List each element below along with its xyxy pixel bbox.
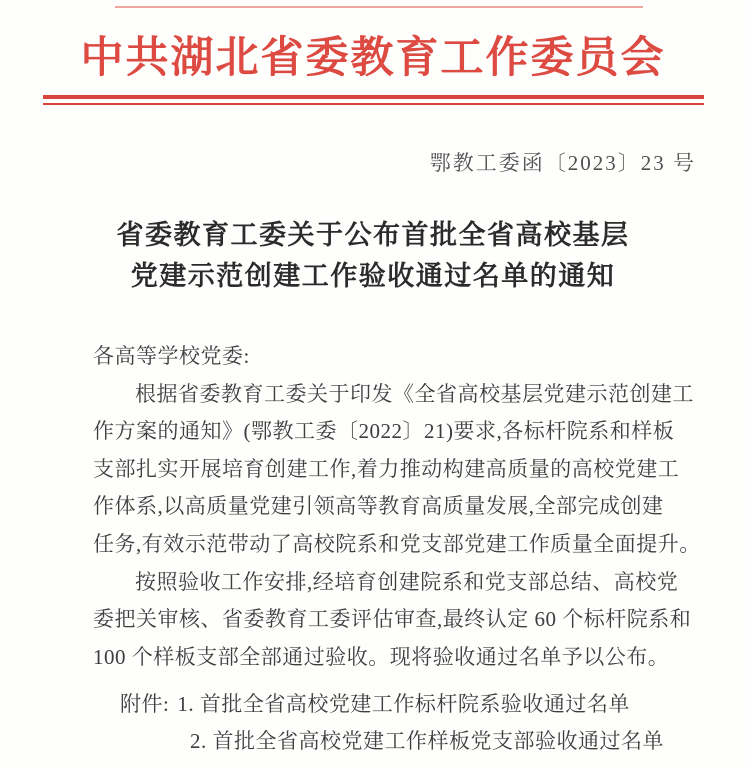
- attachment-line: [120, 723, 664, 760]
- paragraph-line: 根据省委教育工委关于印发《全省高校基层党建示范创建工: [135, 381, 694, 406]
- document-body: [93, 338, 701, 676]
- attachment-line: [120, 686, 664, 723]
- divider-thin-bar: [43, 103, 704, 105]
- document-number: 鄂教工委函〔2023〕23 号: [429, 151, 696, 175]
- paragraph-line: 支部扎实开展培育创建工作,着力推动构建高质量的高校党建工: [93, 456, 680, 481]
- paragraph-line: 100 个样板支部全部通过验收。现将验收通过名单予以公布。: [93, 644, 670, 669]
- paragraph-line: 按照验收工作安排,经培育创建院系和党支部总结、高校党: [135, 569, 679, 594]
- document-title: [0, 215, 746, 297]
- paragraph-line: 作体系,以高质量党建引领高等教育高质量发展,全部完成创建: [93, 494, 664, 519]
- document-title-line1: 省委教育工委关于公布首批全省高校基层: [116, 220, 630, 250]
- letterhead-title: 中共湖北省委教育工作委员会: [80, 35, 666, 82]
- attachment-label: 附件:: [120, 692, 170, 716]
- attachment-item: 1. 首批全省高校党建工作标杆院系验收通过名单: [177, 692, 630, 716]
- paragraph-line: 任务,有效示范带动了高校院系和党支部党建工作质量全面提升。: [93, 531, 701, 556]
- letterhead-divider: [43, 95, 704, 105]
- paragraph-line: 作方案的通知》(鄂教工委〔2022〕21)要求,各标杆院系和样板: [93, 419, 675, 444]
- attachment-item: 2. 首批全省高校党建工作样板党支部验收通过名单: [190, 729, 664, 753]
- salutation: 各高等学校党委:: [93, 344, 250, 368]
- top-edge-rule: [115, 6, 643, 8]
- paragraph-line: 委把关审核、省委教育工委评估审查,最终认定 60 个标杆院系和: [93, 607, 692, 632]
- document-title-line2: 党建示范创建工作验收通过名单的通知: [130, 261, 616, 291]
- attachment-block: [120, 686, 664, 760]
